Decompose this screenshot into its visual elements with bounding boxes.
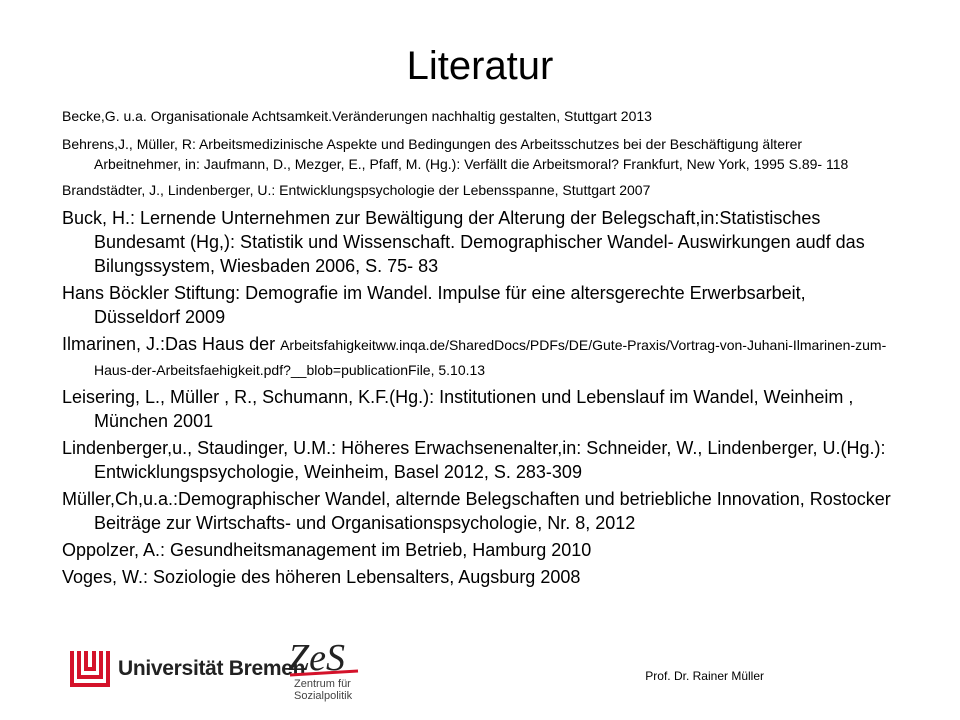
reference-text: Ilmarinen, J.:Das Haus der <box>62 334 281 354</box>
reference-item: Buck, H.: Lernende Unternehmen zur Bewältigung der Alterung der Belegschaft,in:Statistisches Bundesamt (Hg,): Statistik und Wissenschaft. Demographischer Wandel- Auswirkungen audf das Bilungssystem, Wiesbaden 2006, S. 75- 83 <box>62 208 865 276</box>
reference-item: Becke,G. u.a. Organisationale Achtsamkeit.Veränderungen nachhaltig gestalten, Stuttgart 2013 <box>62 108 652 124</box>
university-bremen-logo <box>70 648 305 690</box>
zes-logo-sub2: Sozialpolitik <box>294 690 353 702</box>
reference-item: Lindenberger,u., Staudinger, U.M.: Höheres Erwachsenenalter,in: Schneider, W., Lindenberger, U.(Hg.): Entwicklungspsychologie, Weinheim, Basel 2012, S. 283-309 <box>62 438 886 482</box>
zes-logo <box>284 636 364 702</box>
reference-item: Hans Böckler Stiftung: Demografie im Wandel. Impulse für eine altersgerechte Erwerbsarbeit, Düsseldorf 2009 <box>62 283 806 327</box>
reference-item: Brandstädter, J., Lindenberger, U.: Entwicklungspsychologie der Lebensspanne, Stuttgart 2007 <box>62 182 651 198</box>
reference-item: Oppolzer, A.: Gesundheitsmanagement im Betrieb, Hamburg 2010 <box>62 540 592 560</box>
reference-item: Behrens,J., Müller, R: Arbeitsmedizinische Aspekte und Bedingungen des Arbeitsschutzes bei der Beschäftigung älterer Arbeitnehmer, in: Jaufmann, D., Mezger, E., Pfaff, M. (Hg.): Verfällt die Arbeitsmoral? Frankfurt, New York, 1995 S.89- 118 <box>62 136 849 172</box>
university-emblem-icon <box>70 649 110 689</box>
reference-url: Arbeitsfahigkeitww.inqa.de/SharedDocs/PDFs/DE/Gute-Praxis/Vortrag-von-Juhani-Ilmarinen-zum-Haus-der-Arbeitsfaehigkeit.pdf?__blob=publicationFile, 5.10.13 <box>94 337 887 378</box>
reference-list <box>62 106 892 592</box>
university-name: Universität Bremen <box>118 657 306 680</box>
reference-item: Voges, W.: Soziologie des höheren Lebensalters, Augsburg 2008 <box>62 567 581 587</box>
reference-item <box>62 332 892 382</box>
slide-title: Literatur <box>406 44 554 88</box>
reference-item: Leisering, L., Müller , R., Schumann, K.F.(Hg.): Institutionen und Lebenslauf im Wandel, Weinheim , München 2001 <box>62 387 854 431</box>
zes-logo-sub1: Zentrum für <box>294 678 351 690</box>
reference-item: Müller,Ch,u.a.:Demographischer Wandel, alternde Belegschaften und betriebliche Innovation, Rostocker Beiträge zur Wirtschafts- und Organisationspsychologie, Nr. 8, 2012 <box>62 489 891 533</box>
zes-logo-mark: ZeS <box>288 637 345 679</box>
footer-author: Prof. Dr. Rainer Müller <box>645 669 764 683</box>
